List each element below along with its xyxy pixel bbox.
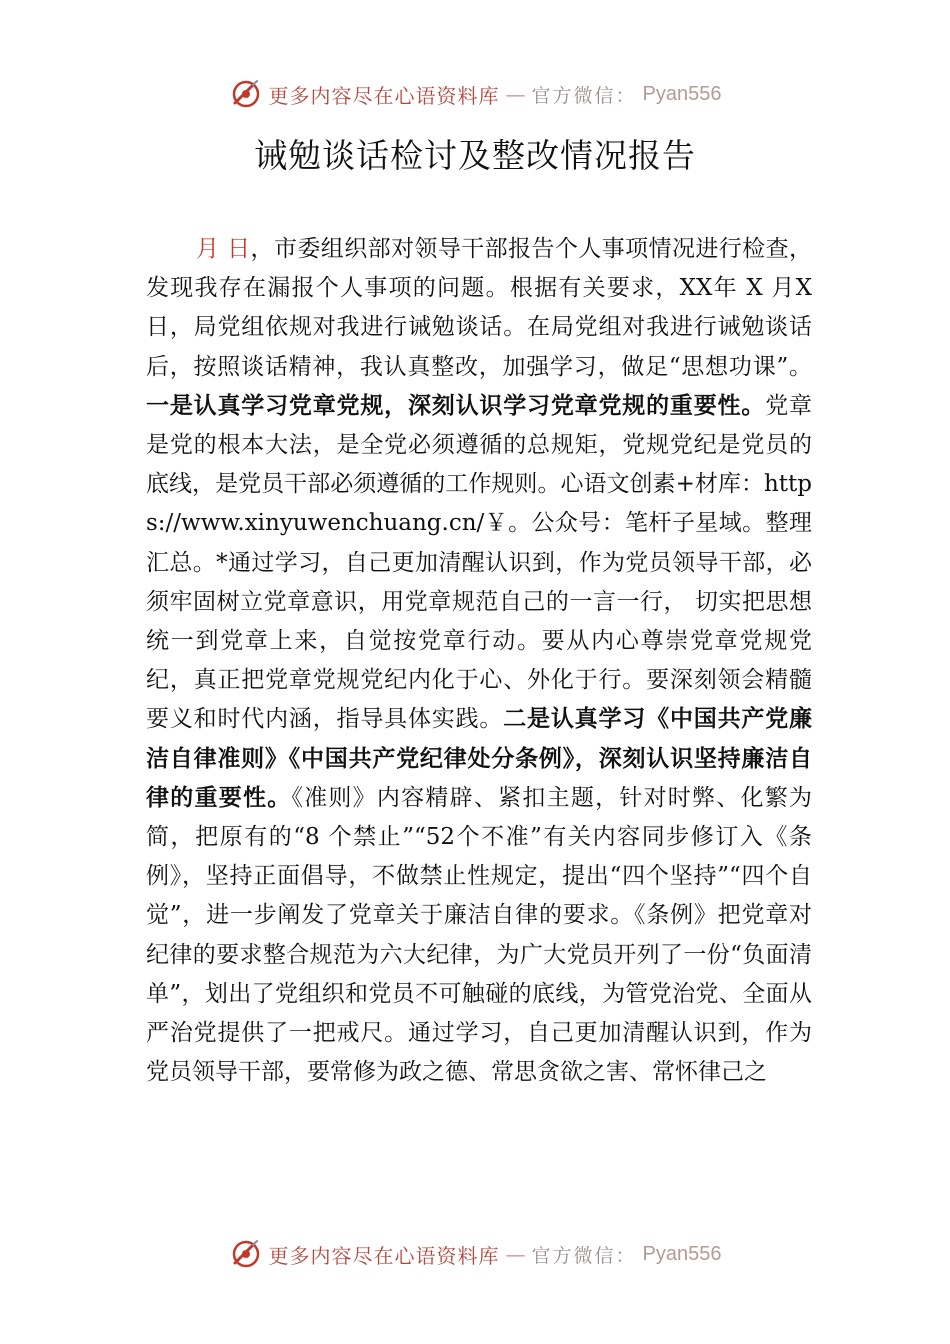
watermark-dash: — <box>505 82 526 106</box>
watermark-dash: — <box>505 1242 526 1266</box>
watermark-footer <box>0 1234 950 1274</box>
watermark-wechat-label: 官方微信： <box>531 1244 637 1267</box>
logo-icon <box>229 1237 263 1271</box>
watermark-text: 更多内容尽在心语资料库 <box>268 1243 500 1268</box>
watermark-wechat-id: Pyan556 <box>642 82 722 105</box>
paragraph-run-1: ，市委组织部对领导干部报告个人事项情况进行检查，发现我存在漏报个人事项的问题。根据有关要求，XX年 X 月X 日，局党组依规对我进行诫勉谈话。在局党组对我进行诫勉谈话后，按照谈话精神，我认真整改，加强学习，做足“思想功课”。 <box>146 236 813 380</box>
watermark <box>229 77 722 111</box>
paragraph-run-2: 党章是党的根本大法，是全党必须遵循的总规矩，党规党纪是党员的底线，是党员干部必须遵循的工作规则。心语文创素+材库：https://www.xinyuwenchuang.cn/￥。公众号：笔杆子星域。整理汇总。*通过学习，自己更加清醒认识到，作为党员领导干部，必须牢固树立党章意识，用党章规范自己的一言一行， 切实把思想统一到党章上来，自觉按党章行动。要从内心尊崇党章党规党纪，真正把党章党规党纪内化于心、外化于行。要深刻领会精髓要义和时代内涵，指导具体实践。 <box>146 392 813 733</box>
watermark-text: 更多内容尽在心语资料库 <box>268 83 500 108</box>
body-paragraph <box>146 230 812 1092</box>
logo-icon <box>229 77 263 111</box>
date-lead: 月 日 <box>196 236 251 262</box>
watermark-header <box>0 74 950 114</box>
bold-heading-1: 一是认真学习党章党规，深刻认识学习党章党规的重要性。 <box>146 392 766 419</box>
watermark-wechat-label: 官方微信： <box>531 84 637 107</box>
watermark <box>229 1237 722 1271</box>
paragraph-run-3: 《准则》内容精辟、紧扣主题，针对时弊、化繁为简，把原有的“8 个禁止”“52个不准”有关内容同步修订入《条例》，坚持正面倡导，不做禁止性规定，提出“四个坚持”“四个自觉”，进一步阐发了党章关于廉洁自律的要求。《条例》把党章对纪律的要求整合规范为六大纪律，为广大党员开列了一份“负面清单”，划出了党组织和党员不可触碰的底线，为管党治党、全面从严治党提供了一把戒尺。通过学习，自己更加清醒认识到，作为党员领导干部，要常修为政之德、常思贪欲之害、常怀律己之 <box>146 784 813 1086</box>
watermark-wechat-id: Pyan556 <box>642 1242 722 1265</box>
bold-heading-2: 二是认真学习《中国共产党廉洁自律准则》《中国共产党纪律处分条例》，深刻认识坚持廉洁自律的重要性。 <box>146 706 813 811</box>
document-title: 诫勉谈话检讨及整改情况报告 <box>254 136 696 175</box>
